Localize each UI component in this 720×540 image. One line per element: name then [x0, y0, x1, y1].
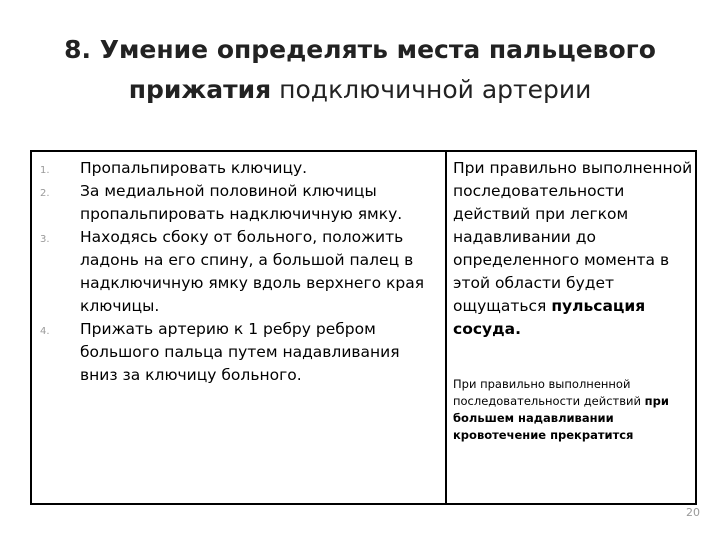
step-text: Находясь сбоку от больного, положить ладонь на его спину, а большой палец в надключичную ямку вдоль верхнего края ключицы.: [80, 228, 425, 315]
steps-list: [40, 157, 440, 387]
title-normal-part: подключичной артерии: [279, 75, 592, 104]
step-item: [40, 318, 440, 387]
result-note-bold: при большем надавливании кровотечение прекратится: [453, 394, 669, 442]
step-text: За медиальной половиной ключицы пропальпировать надключичную ямку.: [80, 182, 403, 223]
step-item: [40, 157, 440, 180]
step-number: 2.: [40, 188, 50, 199]
column-divider: [445, 150, 447, 505]
result-main-text: [453, 157, 693, 341]
step-number: 3.: [40, 234, 50, 245]
slide-title: [40, 30, 680, 110]
step-number: 4.: [40, 326, 50, 337]
result-main-normal: При правильно выполненной последовательности действий при легком надавливании до определенного момента в этой области будет ощущаться: [453, 159, 693, 315]
step-text: Прижать артерию к 1 ребру ребром большого пальца путем надавливания вниз за ключицу больного.: [80, 320, 400, 384]
step-number: 1.: [40, 165, 50, 176]
step-item: [40, 180, 440, 226]
title-bold-part: 8. Умение определять места пальцевого прижатия: [64, 35, 656, 104]
page-number: 20: [686, 506, 700, 519]
result-main-bold: пульсация сосуда.: [453, 297, 646, 338]
step-text: Пропальпировать ключицу.: [80, 159, 308, 177]
result-note-normal: При правильно выполненной последовательности действий: [453, 377, 641, 408]
result-note-text: [453, 376, 693, 444]
step-item: [40, 226, 440, 318]
